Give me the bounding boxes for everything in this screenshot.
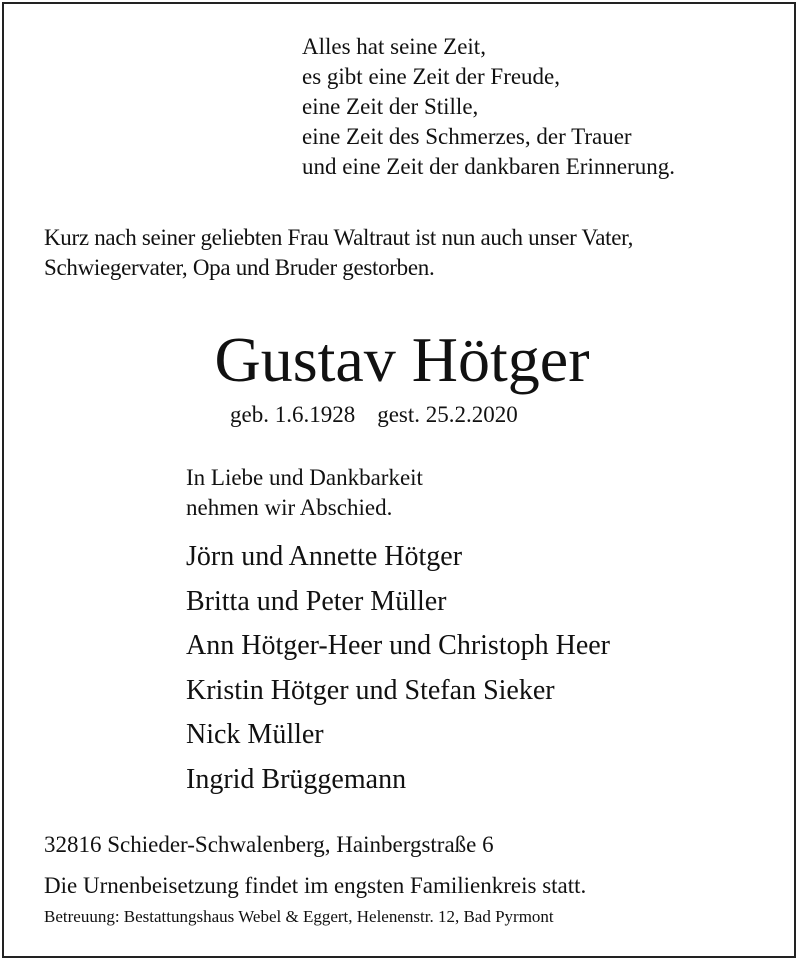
mourner-name: Jörn und Annette Hötger	[186, 541, 463, 572]
poem-line: und eine Zeit der dankbaren Erinnerung.	[302, 154, 675, 179]
birth-date: geb. 1.6.1928	[230, 402, 356, 427]
mourner-name: Britta und Peter Müller	[186, 585, 447, 617]
mourner-name: Kristin Hötger und Stefan Sieker	[186, 674, 555, 706]
family-address: 32816 Schieder-Schwalenberg, Hainbergstraße 6	[44, 832, 494, 857]
farewell-line: nehmen wir Abschied.	[186, 495, 393, 520]
intro-line: Kurz nach seiner geliebten Frau Waltraut ist nun auch unser Vater,	[44, 225, 634, 250]
death-date: gest. 25.2.2020	[377, 402, 518, 427]
poem-line: eine Zeit der Stille,	[302, 94, 479, 119]
burial-note: Die Urnenbeisetzung findet im engsten Familienkreis statt.	[44, 873, 587, 898]
poem-line: eine Zeit des Schmerzes, der Trauer	[302, 124, 632, 149]
mourners-list	[186, 535, 610, 802]
intro-text	[44, 223, 633, 283]
intro-line: Schwiegervater, Opa und Bruder gestorben.	[44, 255, 435, 280]
farewell-text	[186, 463, 423, 523]
poem-line: es gibt eine Zeit der Freude,	[302, 64, 561, 89]
mourner-name: Ingrid Brüggemann	[186, 763, 407, 795]
poem-line: Alles hat seine Zeit,	[302, 34, 486, 59]
farewell-line: In Liebe und Dankbarkeit	[186, 465, 423, 490]
deceased-name: Gustav Hötger	[214, 324, 590, 395]
funeral-home-note: Betreuung: Bestattungshaus Webel & Eggert, Helenenstr. 12, Bad Pyrmont	[44, 907, 554, 926]
poem	[302, 32, 675, 182]
mourner-name: Ann Hötger-Heer und Christoph Heer	[186, 630, 610, 661]
mourner-name: Nick Müller	[186, 719, 324, 750]
life-dates	[230, 400, 518, 430]
